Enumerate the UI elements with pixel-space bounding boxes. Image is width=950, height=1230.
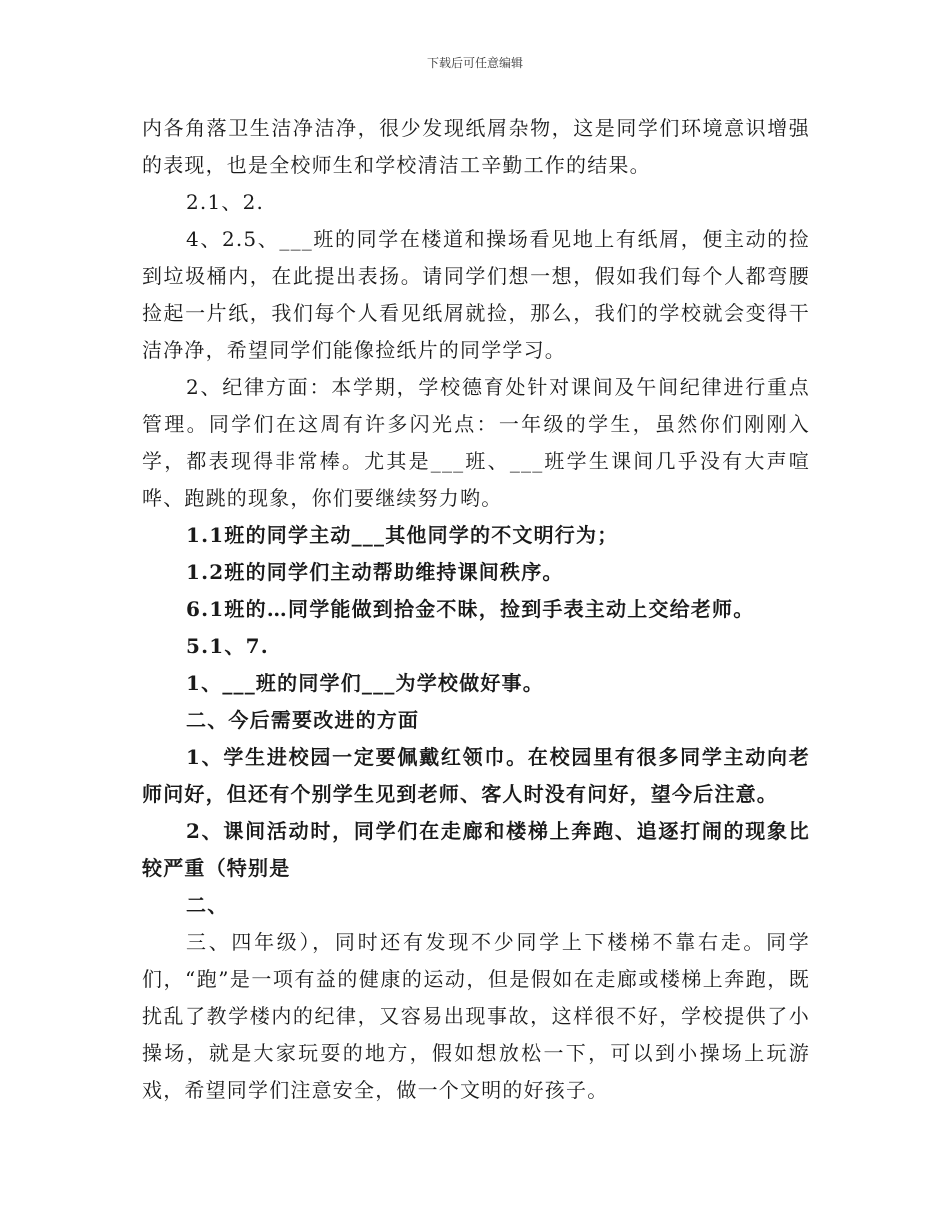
paragraph-1: 内各角落卫生洁净洁净，很少发现纸屑杂物，这是同学们环境意识增强的表现，也是全校师生和学校清洁工辛勤工作的结果。 — [142, 116, 810, 177]
paragraph-7: 6.1班的…同学能做到拾金不昧，捡到手表主动上交给老师。 — [186, 597, 755, 621]
paragraph-6: 1.2班的同学们主动帮助维持课间秩序。 — [186, 560, 564, 584]
page-header: 下载后可任意编辑 — [426, 56, 523, 70]
paragraph-8: 5.1、7. — [186, 634, 269, 658]
paragraph-14: 三、四年级），同时还有发现不少同学上下楼梯不靠右走。同学们，“跑”是一项有益的健康的运动，但是假如在走廊或楼梯上奔跑，既扰乱了教学楼内的纪律，又容易出现事故，这样很不好，学校提供了小操场，就是大家玩耍的地方，假如想放松一下，可以到小操场上玩游戏，希望同学们注意安全，做一个文明的好孩子。 — [142, 930, 810, 1102]
paragraph-5: 1.1班的同学主动___其他同学的不文明行为； — [186, 523, 619, 547]
paragraph-3: 4、2.5、___班的同学在楼道和操场看见地上有纸屑，便主动的捡到垃圾桶内，在此提出表扬。请同学们想一想，假如我们每个人都弯腰捡起一片纸，我们每个人看见纸屑就捡，那么，我们的学校就会变得干洁净净，希望同学们能像捡纸片的同学学习。 — [142, 227, 810, 362]
paragraph-13: 二、 — [186, 893, 229, 917]
paragraph-11: 1、学生进校园一定要佩戴红领巾。在校园里有很多同学主动向老师问好，但还有个别学生见到老师、客人时没有问好，望今后注意。 — [142, 745, 810, 806]
document-body — [142, 110, 810, 1109]
paragraph-2: 2.1、2. — [186, 190, 265, 214]
paragraph-4: 2、纪律方面：本学期，学校德育处针对课间及午间纪律进行重点管理。同学们在这周有许多闪光点：一年级的学生，虽然你们刚刚入学，都表现得非常棒。尤其是___班、___班学生课间几乎没有大声喧哗、跑跳的现象，你们要继续努力哟。 — [142, 375, 810, 510]
paragraph-12: 2、课间活动时，同学们在走廊和楼梯上奔跑、追逐打闹的现象比较严重（特别是 — [142, 819, 810, 880]
section-heading: 二、今后需要改进的方面 — [186, 708, 420, 732]
paragraph-9: 1、___班的同学们___为学校做好事。 — [186, 671, 544, 695]
